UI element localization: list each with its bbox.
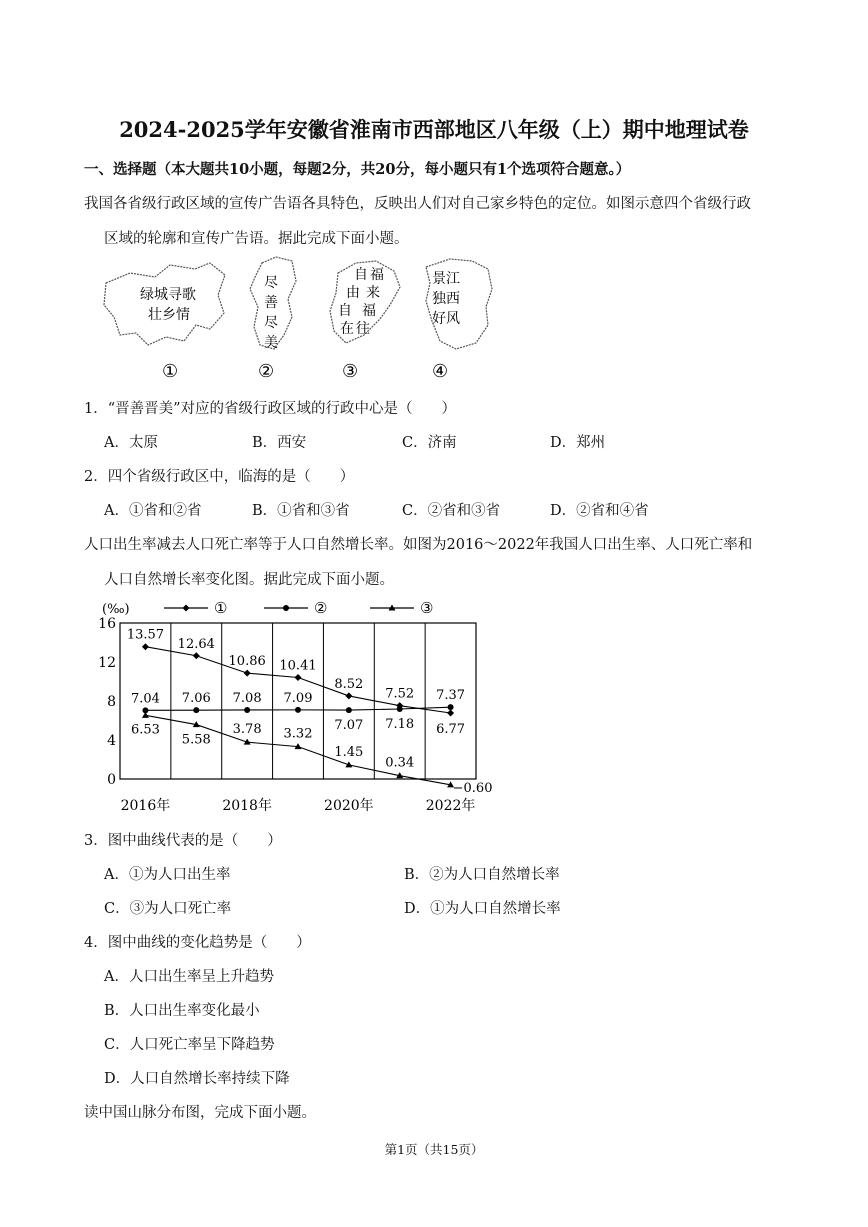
map2-char-3: 尽: [264, 315, 278, 331]
q1-option-c: C．济南: [402, 435, 457, 451]
q4-option-d: D．人口自然增长率持续下降: [104, 1071, 290, 1087]
province-maps: [100, 255, 500, 385]
section-heading: 一、选择题（本大题共10小题，每题2分，共20分，每小题只有1个选项符合题意。）: [84, 161, 631, 178]
map4-text-2: 独西: [432, 291, 460, 307]
x-tick-label: 2022年: [425, 798, 476, 814]
population-chart: [98, 596, 518, 820]
map4-number: ④: [432, 361, 449, 382]
data-label-series-2: 7.06: [181, 691, 211, 707]
y-tick-label: 0: [107, 772, 116, 788]
q3-stem: 3．图中曲线代表的是（ ）: [84, 833, 282, 849]
map3-char-8: 往: [356, 321, 370, 337]
population-chart-svg: [98, 596, 518, 816]
q2-option-d: D．②省和④省: [550, 503, 649, 519]
map1-text-2: 壮乡情: [148, 307, 190, 323]
province-outline-1: [104, 263, 225, 345]
map3-char-7: 福: [362, 303, 376, 319]
intro2-line1: 人口出生率减去人口死亡率等于人口自然增长率。如图为2016～2022年我国人口出生率、人口死亡率和: [84, 537, 753, 553]
data-label-series-3: 6.53: [130, 722, 160, 738]
data-label-series-3: 1.45: [334, 744, 364, 760]
data-label-series-1: 8.52: [334, 676, 364, 692]
intro2-line2: 人口自然增长率变化图。据此完成下面小题。: [104, 572, 394, 588]
data-point-series-2: [448, 704, 454, 710]
data-label-series-1: 10.41: [279, 658, 317, 674]
data-label-series-1: 10.86: [228, 654, 266, 670]
map4-text-3: 好风: [432, 311, 460, 327]
legend-marker: [183, 605, 190, 612]
q4-option-a: A．人口出生率呈上升趋势: [104, 969, 274, 985]
data-label-series-2: 7.04: [130, 691, 160, 707]
data-label-series-3: 0.34: [385, 755, 415, 771]
y-tick-label: 4: [107, 733, 116, 749]
legend-label: ③: [420, 599, 434, 617]
page-title: 2024-2025学年安徽省淮南市西部地区八年级（上）期中地理试卷: [119, 117, 749, 142]
map2-char-1: 尽: [264, 275, 278, 291]
map3-char-6: 来: [366, 285, 380, 301]
q3-option-a: A．①为人口出生率: [104, 867, 231, 883]
x-tick-label: 2018年: [222, 798, 272, 814]
intro3: 读中国山脉分布图，完成下面小题。: [84, 1105, 316, 1121]
q3-option-c: C．③为人口死亡率: [104, 901, 232, 917]
data-label-series-3: −0.60: [452, 780, 493, 796]
q2-stem: 2．四个省级行政区中，临海的是（ ）: [84, 469, 355, 485]
map4-text-1: 景江: [432, 271, 460, 287]
province-maps-figure: [100, 255, 500, 385]
page-footer: 第1页（共15页）: [384, 1142, 484, 1157]
y-tick-label: 16: [98, 616, 116, 632]
data-label-series-3: 3.78: [232, 722, 262, 738]
map3-char-4: 在: [340, 321, 354, 337]
map2-char-2: 善: [264, 295, 278, 311]
data-label-series-1: 12.64: [177, 636, 215, 652]
data-label-series-1: 6.77: [436, 721, 466, 737]
map2-number: ②: [258, 361, 275, 382]
data-label-series-2: 7.08: [232, 690, 262, 706]
data-label-series-3: 3.32: [283, 726, 313, 742]
q4-option-b: B．人口出生率变化最小: [104, 1003, 260, 1019]
data-label-series-2: 7.09: [283, 690, 313, 706]
q4-option-c: C．人口死亡率呈下降趋势: [104, 1037, 275, 1053]
data-label-series-3: 5.58: [181, 732, 211, 748]
q1-stem: 1．“晋善晋美”对应的省级行政区域的行政中心是（ ）: [84, 401, 457, 417]
legend-marker: [283, 605, 289, 611]
y-tick-label: 12: [98, 655, 116, 671]
data-label-series-1: 13.57: [126, 627, 165, 643]
map1-text-1: 绿城寻歌: [140, 287, 196, 303]
map3-char-2: 由: [346, 285, 360, 301]
map2-char-4: 美: [264, 335, 278, 351]
data-point-series-2: [193, 707, 199, 713]
data-point-series-2: [346, 707, 352, 713]
y-tick-label: 8: [107, 694, 116, 710]
data-point-series-2: [397, 706, 403, 712]
data-point-series-1: [142, 643, 149, 650]
data-point-series-3: [142, 712, 149, 718]
legend-label: ②: [314, 599, 328, 617]
map3-char-1: 自: [354, 267, 368, 283]
data-point-series-1: [345, 692, 352, 699]
q1-option-b: B．西安: [252, 435, 307, 451]
legend-label: ①: [214, 599, 228, 617]
x-tick-label: 2016年: [120, 798, 171, 814]
data-label-series-2: 7.07: [334, 718, 364, 734]
data-label-series-2: 7.18: [385, 716, 415, 732]
intro1-line1: 我国各省级行政区域的宣传广告语各具特色，反映出人们对自己家乡特色的定位。如图示意四个省级行政: [84, 196, 751, 212]
q1-option-d: D．郑州: [550, 435, 606, 451]
data-point-series-1: [244, 670, 251, 677]
y-axis-unit: (‰): [102, 602, 130, 617]
data-point-series-2: [244, 707, 250, 713]
data-point-series-1: [295, 674, 302, 681]
q3-option-d: D．①为人口自然增长率: [404, 901, 561, 917]
data-label-series-2: 7.37: [436, 688, 466, 704]
data-label-series-1: 7.52: [385, 686, 415, 702]
intro1-line2: 区域的轮廓和宣传广告语。据此完成下面小题。: [104, 231, 409, 247]
q3-option-b: B．②为人口自然增长率: [404, 867, 560, 883]
map3-number: ③: [342, 361, 359, 382]
data-point-series-1: [193, 652, 200, 659]
map3-char-3: 自: [338, 303, 352, 319]
map1-number: ①: [162, 361, 179, 382]
data-point-series-2: [295, 707, 301, 713]
q2-option-c: C．②省和③省: [402, 503, 501, 519]
map3-char-5: 福: [370, 267, 384, 283]
x-tick-label: 2020年: [324, 798, 374, 814]
data-point-series-1: [447, 709, 454, 716]
q1-option-a: A．太原: [104, 435, 158, 451]
q4-stem: 4．图中曲线的变化趋势是（ ）: [84, 935, 311, 951]
q2-option-b: B．①省和③省: [252, 503, 350, 519]
q2-option-a: A．①省和②省: [104, 503, 202, 519]
